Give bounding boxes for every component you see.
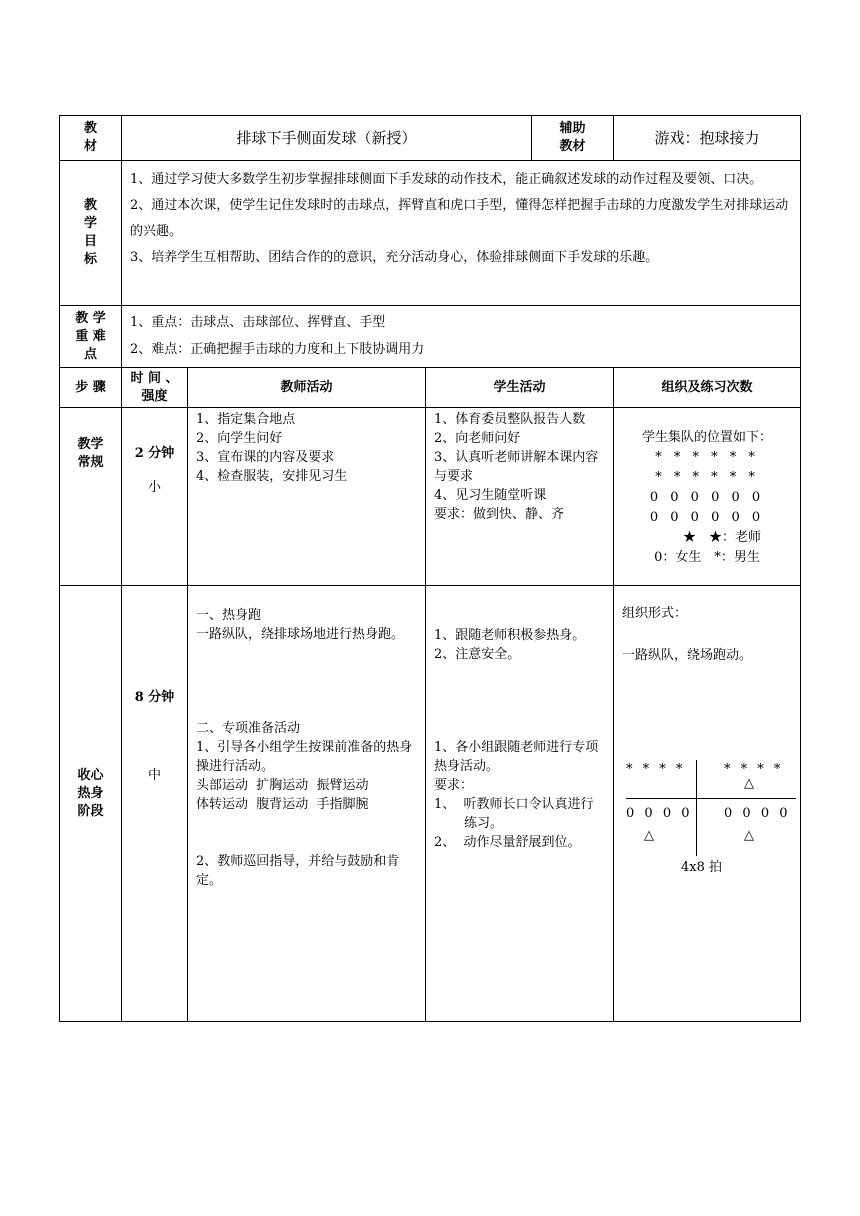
objectives-content <box>122 161 801 306</box>
objectives-label: 教 学 目 标 <box>60 161 122 306</box>
formation-legend: 0：女生 *：男生 <box>654 550 760 565</box>
triangle-icon: △ <box>744 828 755 843</box>
routine-row <box>60 408 801 586</box>
keypoints-row <box>60 306 801 368</box>
warmup-student: 1、跟随老师积极参热身。 2、注意安全。 1、各小组跟随老师进行专项热身活动。 要求： 1、 听教师长口令认真进行练习。 2、 动作尽量舒展到位。 <box>426 586 614 1022</box>
lesson-plan-table <box>59 115 801 1022</box>
routine-step: 教学 常规 <box>60 408 122 586</box>
warmup-time <box>122 586 188 1022</box>
warmup-duration: 8 分钟 <box>134 690 175 705</box>
teacher-position: ★ ★：老师 <box>683 530 762 545</box>
routine-duration: 2 分钟 <box>134 446 175 461</box>
keypoint-item: 2、难点：正确把握手击球的力度和上下肢协调用力 <box>130 342 425 357</box>
triangle-icon: △ <box>744 776 755 791</box>
warmup-intensity: 中 <box>147 768 161 783</box>
warmup-teacher: 一、热身跑 一路纵队，绕排球场地进行热身跑。 二、专项准备活动 1、引导各小组学生按课前准备的热身操进行活动。 头部运动 扩胸运动 振臂运动 体转运动 腹背运动 手指脚腕 2、教师巡回指导，并给与鼓励和肯定。 <box>188 586 426 1022</box>
keypoints-label: 教 学 重 难 点 <box>60 306 122 368</box>
material-value: 排球下手侧面发球（新授） <box>122 116 532 161</box>
keypoints-content <box>122 306 801 368</box>
routine-student: 1、体育委员整队报告人数 2、向老师问好 3、认真听老师讲解本课内容与要求 4、见习生随堂听课 要求：做到快、静、齐 <box>426 408 614 586</box>
col-teacher: 教师活动 <box>188 368 426 408</box>
warmup-row <box>60 586 801 1022</box>
aux-material-value: 游戏：抱球接力 <box>614 116 801 161</box>
col-student: 学生活动 <box>426 368 614 408</box>
material-label: 教 材 <box>60 116 122 161</box>
divider-horizontal <box>626 798 796 799</box>
warmup-formation-diagram: * * * * * * * * △ 0 0 0 0 0 0 0 0 △ △ 4x8 拍 <box>626 760 806 880</box>
keypoint-item: 1、重点：击球点、击球部位、挥臂直、手型 <box>130 315 386 330</box>
col-step: 步 骤 <box>60 368 122 408</box>
routine-teacher: 1、指定集合地点 2、向学生问好 3、宣布课的内容及要求 4、检查服装，安排见习生 <box>188 408 426 586</box>
col-time: 时 间 、 强度 <box>122 368 188 408</box>
warmup-org: 组织形式： 一路纵队，绕场跑动。 * * * * * * * * △ 0 0 0 0 0 0 0 0 △ △ 4x8 拍 <box>614 586 801 1022</box>
col-org: 组织及练习次数 <box>614 368 801 408</box>
triangle-icon: △ <box>644 828 655 843</box>
divider-vertical <box>696 760 697 856</box>
objectives-row <box>60 161 801 306</box>
material-row <box>60 116 801 161</box>
warmup-step: 收心 热身 阶段 <box>60 586 122 1022</box>
objective-item: 3、培养学生互相帮助、团结合作的的意识，充分活动身心，体验排球侧面下手发球的乐趣。 <box>130 250 659 265</box>
routine-org <box>614 408 801 586</box>
column-header-row <box>60 368 801 408</box>
objective-item: 2、通过本次课，使学生记住发球时的击球点，挥臂直和虎口手型，懂得怎样把握手击球的力度激发学生对排球运动的兴趣。 <box>130 198 789 239</box>
formation-diagram: 学生集队的位置如下： * * * * * * * * * * * * 0 0 0 0 0 0 0 0 0 0 0 0 ★ ★：老师 0：女生 *：男生 <box>614 428 800 568</box>
aux-material-label: 辅助 教材 <box>532 116 614 161</box>
routine-intensity: 小 <box>147 480 161 495</box>
routine-time <box>122 408 188 586</box>
objective-item: 1、通过学习使大多数学生初步掌握排球侧面下手发球的动作技术，能正确叙述发球的动作过程及要领、口决。 <box>130 172 763 187</box>
beats-label: 4x8 拍 <box>681 860 723 875</box>
